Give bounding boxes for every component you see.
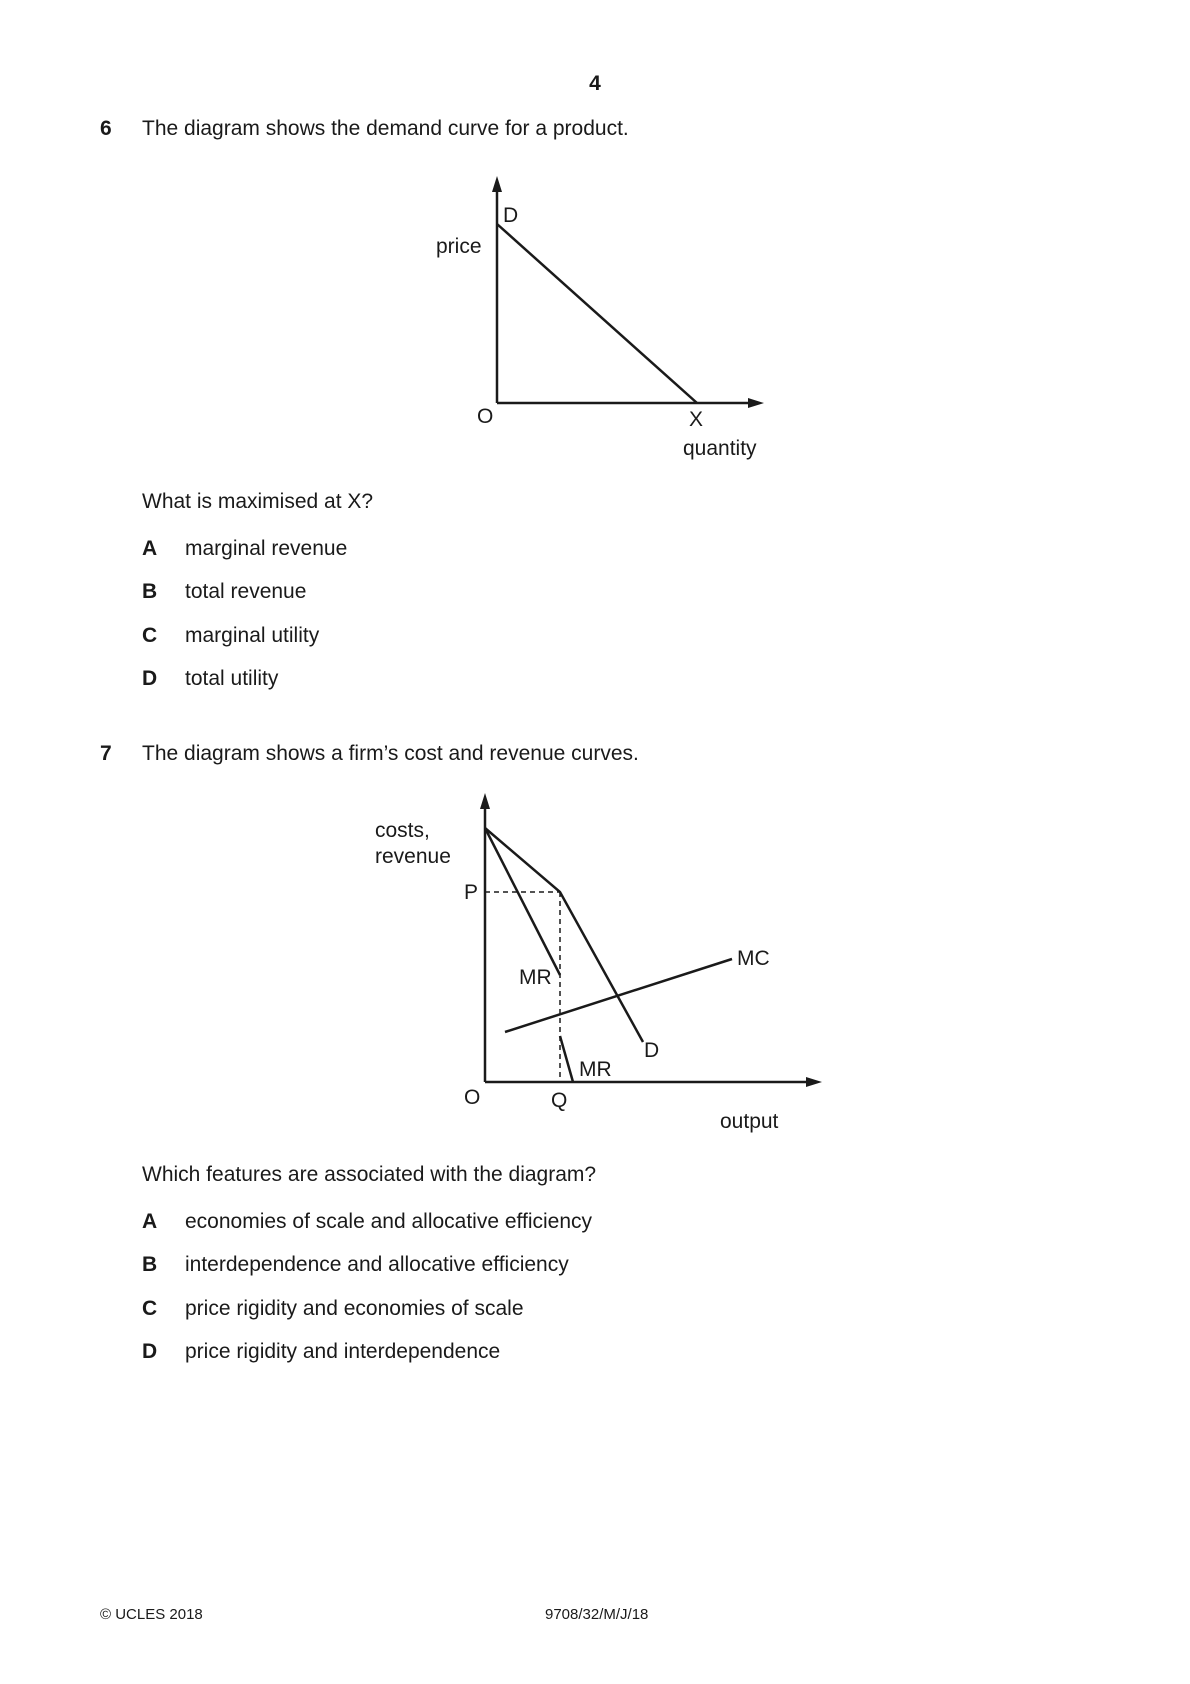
q6-option-b-letter: B [142, 580, 158, 603]
point-x-label: X [689, 408, 704, 431]
price-axis-label: price [436, 235, 482, 258]
kinked-demand-curve [485, 828, 643, 1042]
price-p-label: P [464, 881, 479, 904]
mr-upper-segment [485, 828, 560, 975]
q6-option-d-letter: D [142, 667, 158, 690]
q7-option-c-text: price rigidity and economies of scale [185, 1297, 524, 1320]
demand-d-label: D [644, 1039, 660, 1062]
question-7-prompt: Which features are associated with the diagram? [142, 1163, 597, 1186]
q7-option-a-letter: A [142, 1210, 158, 1233]
mr-lower-label: MR [579, 1058, 612, 1081]
q7-option-b-text: interdependence and allocative efficiency [185, 1253, 569, 1276]
footer-paper-code: 9708/32/M/J/18 [545, 1606, 649, 1623]
mr-lower-segment [560, 1036, 573, 1082]
revenue-label: revenue [375, 845, 451, 868]
question-6-number: 6 [100, 117, 112, 140]
q6-option-a-text: marginal revenue [185, 537, 348, 560]
q7-option-a-text: economies of scale and allocative efficiency [185, 1210, 593, 1233]
question-7-number: 7 [100, 742, 112, 765]
q6-option-c-text: marginal utility [185, 624, 320, 647]
origin-label: O [477, 405, 494, 428]
costs-label: costs, [375, 819, 430, 842]
demand-curve-label: D [503, 204, 519, 227]
question-6-text: The diagram shows the demand curve for a product. [142, 117, 629, 140]
footer-copyright: © UCLES 2018 [100, 1606, 203, 1623]
quantity-axis-label: quantity [683, 437, 757, 460]
q6-option-d-text: total utility [185, 667, 279, 690]
mr-upper-label: MR [519, 966, 552, 989]
question-6-prompt: What is maximised at X? [142, 490, 374, 513]
q7-option-c-letter: C [142, 1297, 158, 1320]
q7-option-d-text: price rigidity and interdependence [185, 1340, 501, 1363]
q6-option-c-letter: C [142, 624, 158, 647]
output-axis-label: output [720, 1110, 779, 1133]
page-number: 4 [589, 72, 601, 95]
quantity-q-label: Q [551, 1089, 568, 1112]
origin-label: O [464, 1086, 481, 1109]
q7-option-b-letter: B [142, 1253, 158, 1276]
question-7-text: The diagram shows a firm’s cost and revenue curves. [142, 742, 639, 765]
costs-revenue-axis-arrow-icon [480, 793, 490, 809]
q6-option-b-text: total revenue [185, 580, 307, 603]
q7-option-d-letter: D [142, 1340, 158, 1363]
output-axis-arrow-icon [806, 1077, 822, 1087]
q6-option-a-letter: A [142, 537, 158, 560]
mc-label: MC [737, 947, 770, 970]
